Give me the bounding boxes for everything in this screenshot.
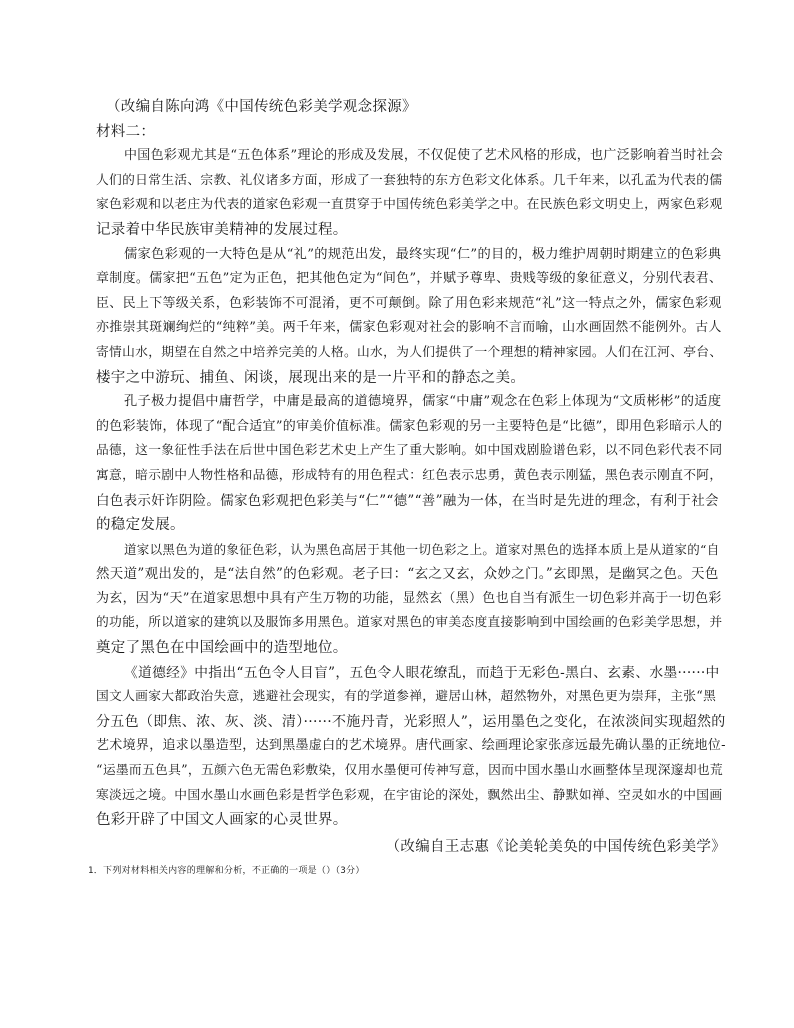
paragraph-line: 孔子极力提倡中庸哲学，中庸是最高的道德境界，儒家“中庸”观念在色彩上体现为“文质彬彬”的适度 [124, 394, 722, 410]
paragraph-line: 为玄，因为“天”在道家思想中具有产生万物的功能，显然玄（黑）色也自当有派生一切色彩并高于一切色彩 [96, 590, 722, 606]
paragraph-line: “运墨而五色具”，五颜六色无需色彩敷染，仅用水墨便可传神写意，因而中国水墨山水画整体呈现深邃却也荒 [96, 763, 723, 779]
paragraph-line: 寓意，暗示剧中人物性格和品德，形成特有的用色程式：红色表示忠勇，黄色表示刚猛，黑色表示刚直不阿， [96, 467, 723, 483]
question-1: 1．下列对材料相关内容的理解和分析，不正确的一项是（）（3分） [88, 866, 365, 877]
paragraph-line: 的色彩装饰，体现了“配合适宜”的审美价值标准。儒家色彩观的另一主要特色是“比德”，即用色彩暗示人的 [96, 418, 723, 434]
source-citation-bottom: （改编自王志惠《论美轮美奂的中国传统色彩美学》 [385, 838, 726, 855]
paragraph-line: 家色彩观和以老庄为代表的道家色彩观一直贯穿于中国传统色彩美学之中。在民族色彩文明史上，两家色彩观 [96, 197, 723, 213]
paragraph-line: 楼宇之中游玩、捕鱼、闲谈，展现出来的是一片平和的静态之美。 [96, 369, 526, 386]
paragraph-5 [96, 661, 726, 833]
paragraph-line: 记录着中华民族审美精神的发展过程。 [96, 221, 348, 238]
paragraph-line: 儒家色彩观的一大特色是从“礼”的规范出发，最终实现“仁”的目的，极力维护周朝时期建立的色彩典 [124, 246, 722, 262]
paragraph-2 [96, 243, 726, 391]
document-body [88, 95, 726, 883]
paragraph-line: 《道德经》中指出“五色令人目盲”，五色令人眼花缭乱，而趋于无彩色-黑白、玄素、水墨······中 [124, 664, 720, 681]
paragraph-3 [96, 390, 726, 538]
paragraph-line: 中国色彩观尤其是“五色体系”理论的形成及发展，不仅促使了艺术风格的形成，也广泛影响着当时社会 [124, 148, 724, 164]
paragraph-line: 寒淡远之境。中国水墨山水画色彩是哲学色彩观，在宇宙论的深处，飘然出尘、静默如禅、空灵如水的中国画 [96, 787, 723, 803]
source-citation-top: （改编自陈向鸿《中国传统色彩美学观念探源》 [106, 99, 417, 115]
paragraph-4 [96, 538, 726, 661]
paragraph-line: 亦推崇其斑斓绚烂的“纯粹”美。两千年来，儒家色彩观对社会的影响不言而喻，山水画固然不能例外。古人 [96, 320, 722, 336]
paragraph-line: 色彩开辟了中国文人画家的心灵世界。 [96, 812, 348, 829]
paragraph-line: 的功能，所以道家的建筑以及服饰多用黑色。道家对黑色的审美态度直接影响到中国绘画的色彩美学思想，并 [96, 615, 723, 631]
paragraph-line: 章制度。儒家把“五色”定为正色，把其他色定为“间色”，并赋予尊卑、贵贱等级的象征意义，分别代表君、 [96, 271, 723, 287]
paragraph-line: 臣、民上下等级关系，色彩装饰不可混淆，更不可颠倒。除了用色彩来规范“礼”这一特点之外，儒家色彩观 [96, 295, 722, 311]
paragraph-line: 白色表示奸诈阴险。儒家色彩观把色彩美与“仁”“德”“善”融为一体，在当时是先进的理念，有利于社会 [96, 492, 719, 509]
paragraph-1 [96, 144, 726, 242]
paragraph-line: 的稳定发展。 [96, 517, 185, 534]
paragraph-line: 艺术境界，追求以墨造型，达到黑墨虚白的艺术境界。唐代画家、绘画理论家张彦远最先确认墨的正统地位- [96, 738, 726, 754]
paragraph-line: 品德，这一象征性手法在后世中国色彩艺术史上产生了重大影响。如中国戏剧脸谱色彩，以不同色彩代表不同 [96, 443, 723, 459]
paragraph-line: 道家以黑色为道的象征色彩，认为黑色高居于其他一切色彩之上。道家对黑色的选择本质上是从道家的“自 [124, 541, 720, 557]
paragraph-line: 寄情山水，期望在自然之中培养完美的人格。山水，为人们提供了一个理想的精神家园。人们在江河、亭台、 [96, 344, 723, 360]
paragraph-line: 国文人画家大都政治失意，逃避社会现实，有的学道参禅，避居山林，超然物外，对黑色更为崇拜，主张“黑 [96, 689, 717, 705]
paragraph-line: 分五色（即焦、浓、灰、淡、清）······不施丹青，光彩照人”，运用墨色之变化，在浓淡间实现超然的 [96, 713, 726, 730]
material-label: 材料二： [96, 123, 156, 140]
paragraph-line: 人们的日常生活、宗教、礼仪诸多方面，形成了一套独特的东方色彩文化体系。几千年来，以孔孟为代表的儒 [96, 172, 723, 188]
paragraph-line: 然天道”观出发的，是“法自然”的色彩观。老子曰：“玄之又玄，众妙之门。”玄即黑，是幽冥之色。天色 [96, 566, 719, 583]
paragraph-line: 奠定了黑色在中国绘画中的造型地位。 [96, 640, 348, 657]
